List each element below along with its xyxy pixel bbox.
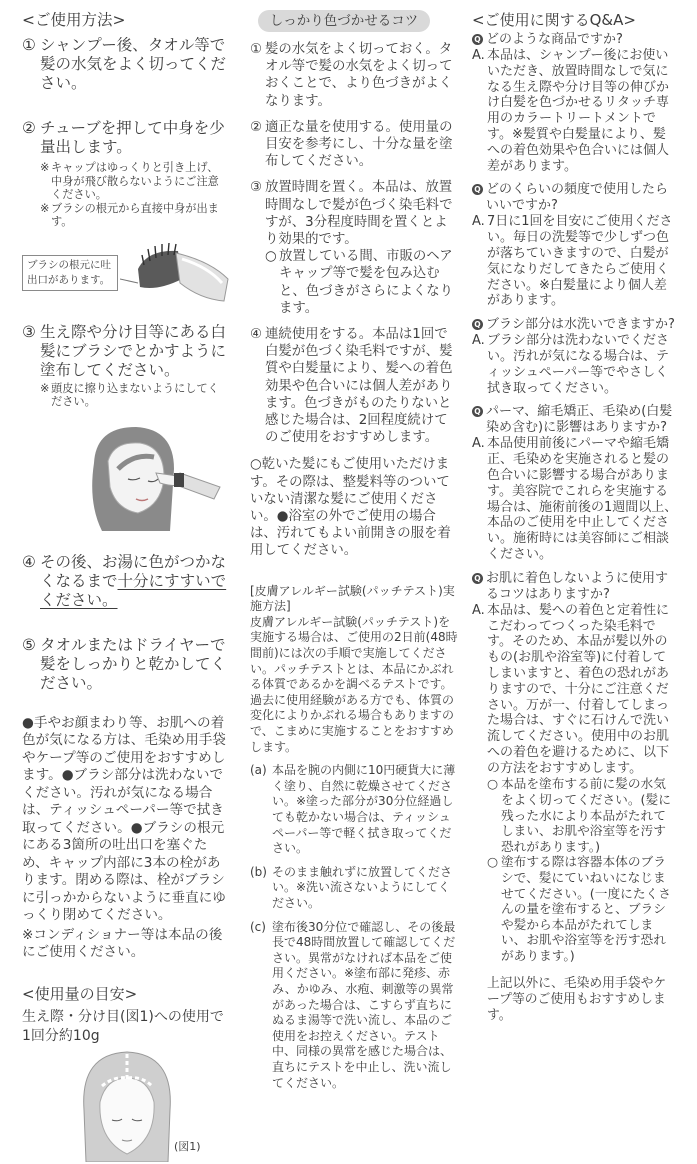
tips-column [250,0,460,1091]
step-number: ④ [22,552,36,571]
conditioner-note: ※コンディショナー等は本品の後にご使用ください。 [22,926,223,960]
brush-tube-illustration [120,239,230,309]
step-2-notes [22,161,227,229]
usage-step-2 [22,119,227,157]
qa-question-2: Q どのくらいの頻度で使用したらいいですか? [472,182,678,214]
tip-item-3: ③ 放置時間を置く。本品は、放置時間なしで髪が色づく染毛料ですが、3分程度時間を置くとより効果的です。 ○ 放置している間、市販のヘアキャップ等で髪を包み込むと、色づきがさらによくなります。 [250,179,460,317]
patch-test-intro: 皮膚アレルギー試験(パッチテスト)を実施する場合は、ご使用の2日前(48時間前)には次の手順で実施してください。パッチテストとは、本品にかぶれる体質であるかを調べるテストです。過去に使用経験がある方でも、体質の変化によりかぶれる場合もありますので、こまめに実施することをおすすめします。 [250,614,458,754]
step-text: タオルまたはドライヤーで髪をしっかりと乾かしてください。 [40,635,227,692]
dry-hair-note: ○乾いた髪にもご使用いただけます。その際は、整髪料等のついていない清潔な髪にご使用ください。●浴室の外でご使用の場合は、汚れてもよい前開きの服を着用してください。 [250,457,451,559]
qa-answer-1: A. 本品は、シャンプー後にお使いいただき、放置時間なしで気になる生え際や分け目等の伸びかけ白髪を色づかせるリタッチ専用のカラートリートメントです。※髪質や白髪量により、髪への着色効果や色合いには個人差があります。 [472,48,670,174]
usage-caution: ●手やお顔まわり等、お肌への着色が気になる方は、毛染め用手袋やケープ等のご使用をおすすめします。●ブラシ部分は洗わないでください。汚れが気になる場合は、ティッシュペーパー等で拭き取ってください。●ブラシの根元にある3箇所の吐出口を塞ぐため、キャップ内部に3本の栓があります。閉める際は、栓がブラシに引っかからないように垂直にゆっくり閉めてください。 [22,714,226,923]
patch-test-title: [皮膚アレルギー試験(パッチテスト)実施方法] [250,583,455,614]
q-circle-icon: Q [472,34,483,45]
qa-answer-5-sub-1: ○ 本品を塗布する前に髪の水気をよく切ってください。(髪に残った水により本品がたれてしまい、お肌や浴室等を汚す恐れがあります。) [487,776,671,854]
brush-illustration-area [22,237,227,309]
qa-question-1: Q どのような商品ですか? [472,32,678,48]
patch-step-a: (a) 本品を腕の内側に10円硬貨大に薄く塗り、自然に乾燥させてください。※塗った部分が30分位経過しても乾かない場合は、ティッシュペーパー等で軽く拭き取ってください。 [250,763,456,856]
q-circle-icon: Q [472,406,483,417]
tip-3-sub: ○ 放置している間、市販のヘアキャップ等で髪を包み込むと、色づきがさらによくなります。 [265,249,454,316]
qa-answer-5: A. 本品は、髪への着色と定着性にこだわってつくった染毛料です。そのため、本品が髪以外のもの(お肌や浴室等)に付着してしまいますと、着色の恐れがありますので、十分にご注意ください。万が一、付着してしまった場合は、すぐに石けんで洗い流してください。使用中のお肌への着色を避けるために、以下の方法をおすすめします。 [472,602,670,776]
qa-title: <ご使用に関するQ&A> [472,11,636,29]
step-text: シャンプー後、タオル等で髪の水気をよく切ってください。 [40,36,227,92]
step-3-note: ※ 頭皮に擦り込まないようにしてください。 [40,381,219,408]
tip-item-2: ② 適正な量を使用する。使用量の目安を参考にし、十分な量を塗布してください。 [250,119,453,170]
note-line: ※ キャップはゆっくりと引き上げ、中身が飛び散らないようにご注意ください。 [40,161,219,201]
qa-answer-5-sub-2: ○ 塗布する際は容器本体のブラシで、髪にていねいになじませてください。(一度にたくさんの量を塗布すると、ブラシや髪から本品がたれてしまい、お肌や浴室等を汚す恐れがあります。) [487,854,671,964]
qa-answer-4: A. 本品使用前後にパーマや縮毛矯正、毛染めを実施されると髪の色合いに影響する場合があります。美容院でこれらを実施する場合は、施術前後の1週間以上、本品のご使用を中止してください。施術時には美容師にご相談ください。 [472,436,678,562]
note-line: ※ ブラシの根元から直接中身が出ます。 [40,201,219,228]
step-text: その後、お湯に色がつかなくなるまで十分にすすいでください。 [40,552,227,609]
usage-step-5 [22,636,227,693]
usage-step-4 [22,553,227,610]
figure-1-area [22,1050,227,1162]
usage-step-1 [22,36,227,93]
step-text: 生え際や分け目等にある白髪にブラシでとかすように塗布してください。 [40,322,227,379]
q-circle-icon: Q [472,319,483,330]
step-number: ③ [22,322,36,341]
qa-answer-2: A. 7日に1回を目安にご使用ください。毎日の洗髪等で少しずつ色が落ちていきますので、白髪が気になりだしてきたらご使用ください。※白髪量により個人差があります。 [472,214,673,309]
brush-callout: ブラシの根元に吐出口があります。 [22,255,118,291]
usage-step-3 [22,323,227,380]
figure-1-label: (図1) [174,1139,201,1153]
step-number: ② [22,119,36,137]
head-parting-illustration [72,1050,182,1162]
tip-item-4: ④ 連続使用をする。本品は1回で白髪が色づく染毛料ですが、髪質や白髪量により、髪への着色効果や色合いには個人差があります。色づきがものたりないと感じた場合は、2回程度続けてのご使用をおすすめします。 [250,327,453,446]
step-number: ① [22,36,36,54]
amount-title: <使用量の目安> [22,984,138,1003]
step-number: ⑤ [22,635,36,654]
step-text: チューブを押して中身を少量出します。 [40,119,225,156]
face-applying-illustration [74,423,224,533]
usage-column [22,0,227,1162]
qa-closing: 上記以外に、毛染め用手袋やケープ等のご使用もおすすめします。 [487,975,667,1023]
qa-column [472,0,678,1024]
rinse-emphasis: 十分にすすいでください。 [40,571,227,609]
patch-step-c: (c) 塗布後30分位で確認し、その後最長で48時間放置して確認してください。異常がなければ本品をご使用ください。※塗布部に発疹、赤み、かゆみ、水疱、刺激等の異常があった場合は、こすらず直ちにぬるま湯等で洗い流し、本品のご使用をお控えください。テスト中、同様の異常を感じた場合は、直ちにテストを中止し、洗い流してください。 [250,919,456,1090]
patch-step-b: (b) そのまま触れずに放置してください。※洗い流さないようにしてください。 [250,864,453,910]
usage-title: <ご使用方法> [22,11,126,29]
amount-text: 生え際・分け目(図1)への使用で1回分約10g [22,1008,224,1044]
qa-question-3: Q ブラシ部分は水洗いできますか? [472,317,678,333]
qa-question-4: Q パーマ、縮毛矯正、毛染め(白髪染め含む)に影響はありますか? [472,404,678,436]
tips-title: しっかり色づかせるコツ [258,10,430,32]
qa-question-5: Q お肌に着色しないように使用するコツはありますか? [472,571,678,603]
qa-answer-3: A. ブラシ部分は洗わないでください。汚れが気になる場合は、ティッシュペーパー等でやさしく拭き取ってください。 [472,333,670,396]
tip-item-1: ① 髪の水気をよく切っておく。タオル等で髪の水気をよく切っておくことで、より色づきがよくなります。 [250,42,453,109]
q-circle-icon: Q [472,573,483,584]
q-circle-icon: Q [472,184,483,195]
